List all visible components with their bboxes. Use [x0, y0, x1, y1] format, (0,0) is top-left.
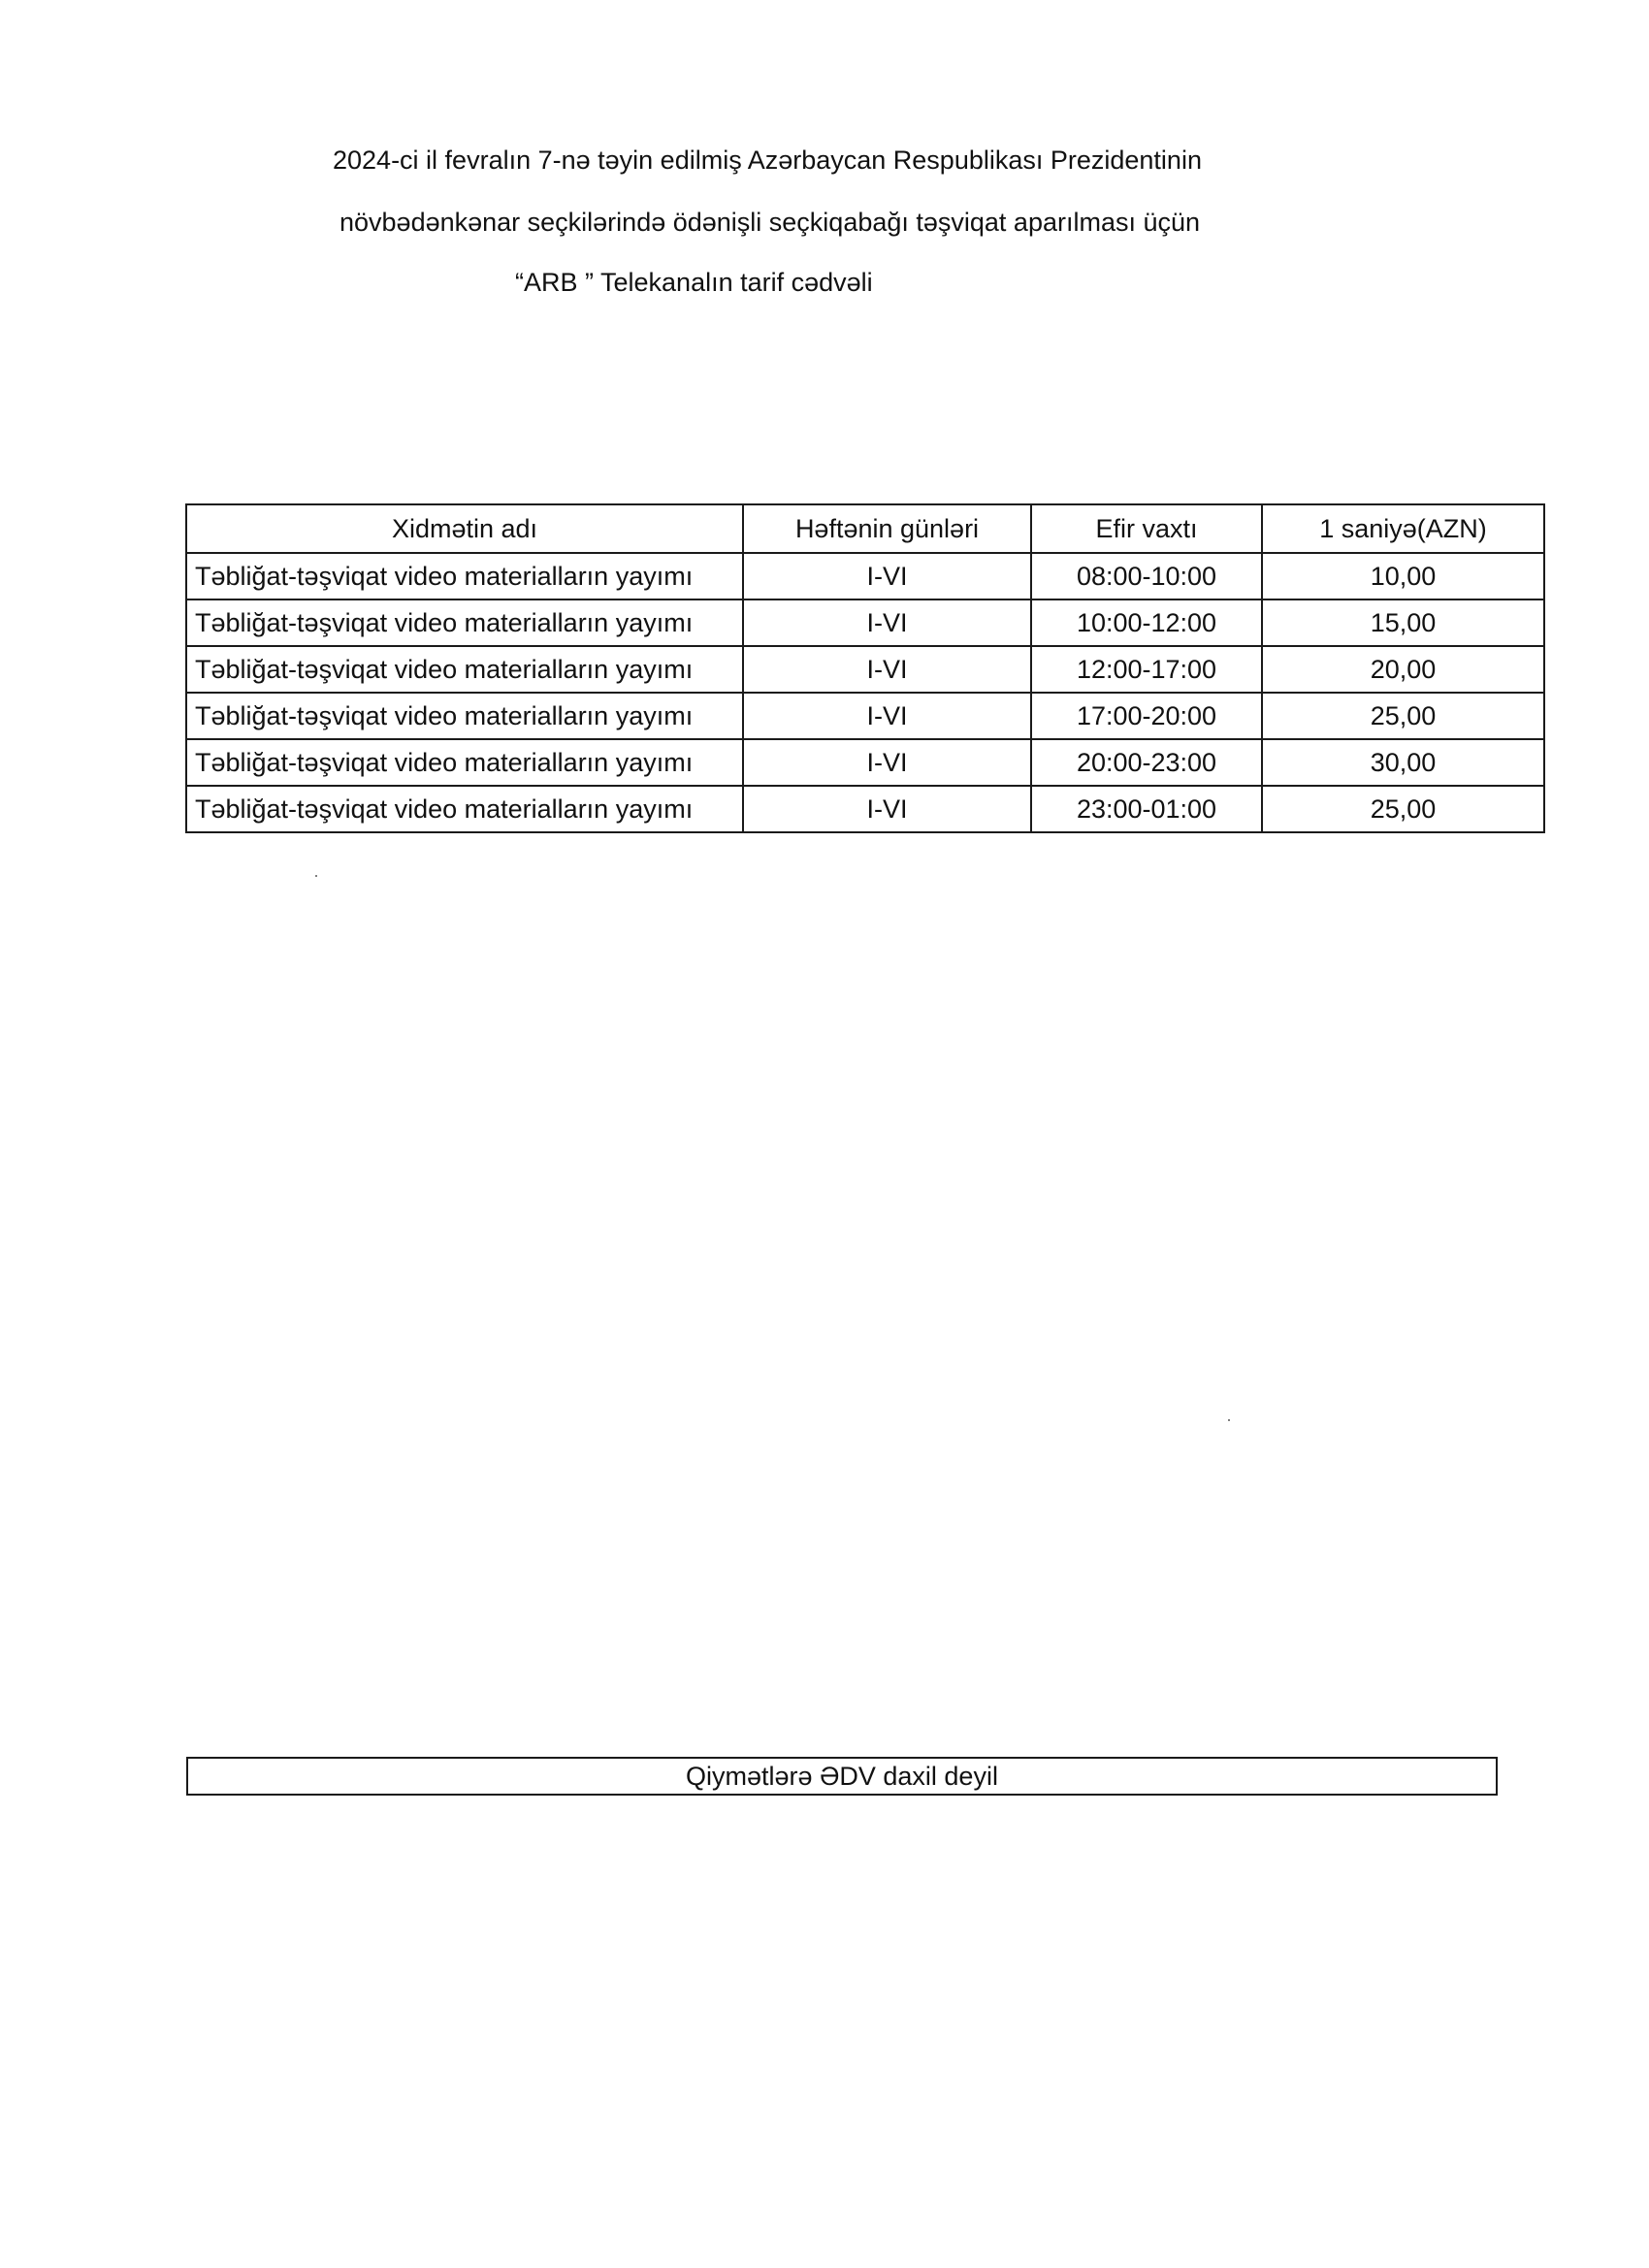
cell-weekdays: I-VI: [743, 786, 1031, 832]
cell-air-time: 23:00-01:00: [1031, 786, 1262, 832]
table-row: [186, 739, 1544, 786]
cell-service-name: Təbliğat-təşviqat video materialların yayımı: [186, 693, 743, 739]
cell-weekdays: I-VI: [743, 599, 1031, 646]
table-header-row: [186, 504, 1544, 553]
cell-air-time: 12:00-17:00: [1031, 646, 1262, 693]
document-title-line-1: 2024-ci il fevralın 7-nə təyin edilmiş Azərbaycan Respublikası Prezidentinin: [333, 146, 1202, 175]
column-header-service-name: Xidmətin adı: [186, 504, 743, 553]
cell-air-time: 20:00-23:00: [1031, 739, 1262, 786]
vat-note: Qiymətlərə ƏDV daxil deyil: [186, 1757, 1498, 1796]
table-row: [186, 786, 1544, 832]
document-title-line-3: “ARB ” Telekanalın tarif cədvəli: [515, 268, 873, 297]
cell-air-time: 10:00-12:00: [1031, 599, 1262, 646]
cell-price: 10,00: [1262, 553, 1544, 599]
cell-price: 25,00: [1262, 786, 1544, 832]
cell-service-name: Təbliğat-təşviqat video materialların yayımı: [186, 599, 743, 646]
document-title-line-2: növbədənkənar seçkilərində ödənişli seçkiqabağı təşviqat aparılması üçün: [340, 208, 1201, 237]
cell-weekdays: I-VI: [743, 553, 1031, 599]
table-row: [186, 646, 1544, 693]
scan-speck: [1228, 1419, 1230, 1421]
column-header-price-per-second: 1 saniyə(AZN): [1262, 504, 1544, 553]
cell-price: 15,00: [1262, 599, 1544, 646]
cell-air-time: 17:00-20:00: [1031, 693, 1262, 739]
cell-service-name: Təbliğat-təşviqat video materialların yayımı: [186, 739, 743, 786]
cell-price: 25,00: [1262, 693, 1544, 739]
cell-air-time: 08:00-10:00: [1031, 553, 1262, 599]
cell-service-name: Təbliğat-təşviqat video materialların yayımı: [186, 786, 743, 832]
cell-weekdays: I-VI: [743, 739, 1031, 786]
table-row: [186, 599, 1544, 646]
table-row: [186, 693, 1544, 739]
tariff-table: [185, 503, 1545, 833]
column-header-air-time: Efir vaxtı: [1031, 504, 1262, 553]
column-header-weekdays: Həftənin günləri: [743, 504, 1031, 553]
cell-service-name: Təbliğat-təşviqat video materialların yayımı: [186, 646, 743, 693]
cell-weekdays: I-VI: [743, 693, 1031, 739]
scan-speck: [315, 875, 317, 877]
cell-weekdays: I-VI: [743, 646, 1031, 693]
table-row: [186, 553, 1544, 599]
cell-price: 20,00: [1262, 646, 1544, 693]
cell-price: 30,00: [1262, 739, 1544, 786]
cell-service-name: Təbliğat-təşviqat video materialların yayımı: [186, 553, 743, 599]
